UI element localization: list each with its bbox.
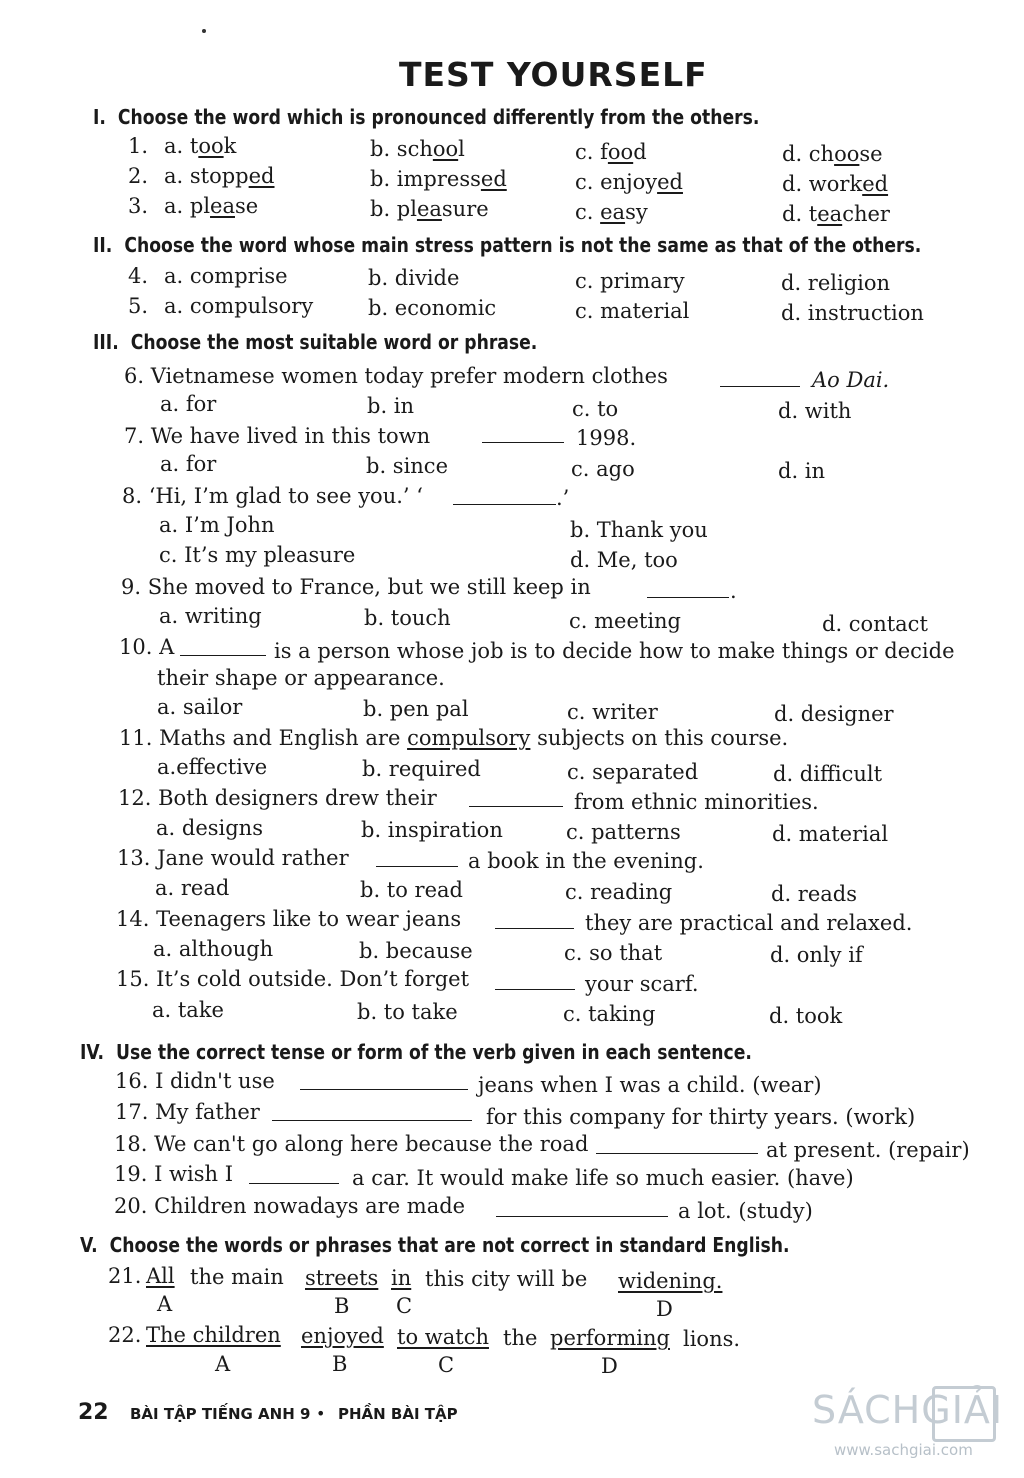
- q7-option-d: d. in: [778, 459, 826, 483]
- q4-option-a: a. comprise: [164, 264, 288, 288]
- q15-tail: your scarf.: [585, 972, 699, 996]
- q8-answer-blank: [453, 504, 556, 505]
- q15-option-b: b. to take: [357, 1000, 458, 1024]
- q12-option-b: b. inspiration: [361, 818, 503, 842]
- q10-option-d: d. designer: [774, 702, 894, 726]
- q22-part-d: performing: [550, 1326, 670, 1350]
- q6-option-d: d. with: [778, 399, 852, 423]
- q15-option-d: d. took: [769, 1004, 843, 1028]
- q12-option-c: c. patterns: [566, 820, 681, 844]
- q4-option-b: b. divide: [368, 266, 460, 290]
- q9-answer-blank: [647, 597, 729, 598]
- q14-option-b: b. because: [359, 939, 473, 963]
- q9-option-c: c. meeting: [569, 609, 682, 633]
- q21-part-a: All: [146, 1264, 175, 1288]
- q11-option-d: d. difficult: [773, 762, 883, 786]
- q8-option-c: c. It’s my pleasure: [159, 543, 356, 567]
- q22-part-c: to watch: [397, 1325, 489, 1349]
- q15-stem: 15. It’s cold outside. Don’t forget: [116, 967, 470, 991]
- q20-answer-blank: [496, 1216, 668, 1217]
- q16-stem: 16. I didn't use: [115, 1069, 275, 1093]
- q17-answer-blank: [272, 1120, 472, 1121]
- q12-answer-blank: [469, 806, 563, 807]
- q10-stem: 10. A: [119, 635, 175, 659]
- q15-option-c: c. taking: [563, 1002, 656, 1026]
- q9-stem: 9. She moved to France, but we still keep in: [121, 575, 591, 599]
- q19-stem: 19. I wish I: [114, 1162, 234, 1186]
- q19-tail: a car. It would make life so much easier. (have): [352, 1166, 854, 1190]
- q4-number: 4.: [128, 264, 149, 288]
- q16-tail: jeans when I was a child. (wear): [478, 1073, 822, 1097]
- q15-answer-blank: [495, 989, 575, 990]
- q5-option-c: c. material: [575, 299, 690, 323]
- q11-option-a: a.effective: [157, 755, 268, 779]
- q22-letter-d: D: [601, 1354, 618, 1378]
- q9-option-d: d. contact: [822, 612, 928, 636]
- q20-stem: 20. Children nowadays are made: [114, 1194, 466, 1218]
- q5-option-d: d. instruction: [781, 301, 924, 325]
- q21-letter-c: C: [396, 1294, 413, 1318]
- q8-option-a: a. I’m John: [159, 513, 275, 537]
- q10-line2: their shape or appearance.: [157, 666, 445, 690]
- q21-number: 21.: [108, 1264, 142, 1288]
- q14-stem: 14. Teenagers like to wear jeans: [116, 907, 462, 931]
- q2-option-b: b. impressed: [370, 167, 507, 191]
- q7-option-a: a. for: [160, 452, 217, 476]
- q6-answer-blank: [720, 386, 800, 387]
- q18-tail: at present. (repair): [766, 1138, 970, 1162]
- q11-option-b: b. required: [362, 757, 481, 781]
- q22-letter-b: B: [332, 1352, 348, 1376]
- q3-number: 3.: [128, 194, 149, 218]
- q2-number: 2.: [128, 164, 149, 188]
- q10-tail: is a person whose job is to decide how to make things or decide: [274, 639, 955, 663]
- q10-answer-blank: [180, 655, 266, 656]
- q9-option-a: a. writing: [159, 604, 262, 628]
- q3-option-d: d. teacher: [782, 202, 890, 226]
- q6-stem: 6. Vietnamese women today prefer modern clothes: [124, 364, 668, 388]
- q10-option-a: a. sailor: [157, 695, 243, 719]
- q4-option-d: d. religion: [781, 271, 891, 295]
- q7-option-c: c. ago: [571, 457, 635, 481]
- q4-option-c: c. primary: [575, 269, 685, 293]
- q8-option-b: b. Thank you: [570, 518, 708, 542]
- book-part: PHẦN BÀI TẬP: [338, 1405, 458, 1423]
- q12-tail: from ethnic minorities.: [574, 790, 819, 814]
- q12-option-d: d. material: [772, 822, 889, 846]
- q1-option-a: a. took: [164, 134, 237, 158]
- page-number: 22: [78, 1400, 109, 1425]
- q13-tail: a book in the evening.: [468, 849, 704, 873]
- q2-option-d: d. worked: [782, 172, 889, 196]
- q12-stem: 12. Both designers drew their: [118, 786, 437, 810]
- q1-number: 1.: [128, 134, 149, 158]
- q20-tail: a lot. (study): [678, 1199, 813, 1223]
- q8-tail: .’: [556, 486, 570, 510]
- q14-option-c: c. so that: [564, 941, 663, 965]
- q6-option-b: b. in: [367, 394, 415, 418]
- q13-option-a: a. read: [155, 876, 230, 900]
- q7-answer-blank: [482, 442, 564, 443]
- page-title: TEST YOURSELF: [399, 55, 708, 94]
- q10-option-b: b. pen pal: [363, 697, 469, 721]
- q13-stem: 13. Jane would rather: [117, 846, 349, 870]
- q1-option-b: b. school: [370, 137, 465, 161]
- q5-option-b: b. economic: [368, 296, 497, 320]
- q22-letter-a: A: [215, 1352, 231, 1376]
- section-1-heading: I. Choose the word which is pronounced differently from the others.: [93, 105, 760, 129]
- section-5-heading: V. Choose the words or phrases that are not correct in standard English.: [80, 1233, 790, 1257]
- q18-answer-blank: [596, 1153, 758, 1154]
- q18-stem: 18. We can't go along here because the road: [114, 1132, 589, 1156]
- footer-separator: •: [316, 1404, 326, 1423]
- q22-text-2: lions.: [683, 1327, 741, 1351]
- q22-letter-c: C: [438, 1353, 455, 1377]
- q21-letter-a: A: [157, 1292, 173, 1316]
- q11-option-c: c. separated: [567, 760, 699, 784]
- section-2-heading: II. Choose the word whose main stress pattern is not the same as that of the others.: [93, 233, 922, 257]
- q1-option-c: c. food: [575, 140, 647, 164]
- q15-option-a: a. take: [152, 998, 224, 1022]
- q21-letter-d: D: [656, 1297, 673, 1321]
- q22-text-1: the: [503, 1326, 538, 1350]
- q6-tail: Ao Dai.: [812, 368, 890, 392]
- q17-stem: 17. My father: [115, 1100, 260, 1124]
- ink-speck: [202, 29, 206, 33]
- section-4-heading: IV. Use the correct tense or form of the verb given in each sentence.: [80, 1040, 752, 1064]
- q5-option-a: a. compulsory: [164, 294, 314, 318]
- q13-option-b: b. to read: [360, 878, 463, 902]
- q14-tail: they are practical and relaxed.: [585, 911, 913, 935]
- watermark-url: www.sachgiai.com: [834, 1441, 973, 1459]
- q6-option-c: c. to: [572, 397, 619, 421]
- q7-option-b: b. since: [366, 454, 449, 478]
- q22-part-b: enjoyed: [301, 1324, 384, 1348]
- q17-tail: for this company for thirty years. (work): [486, 1105, 916, 1129]
- q11-stem: 11. Maths and English are compulsory subjects on this course.: [119, 726, 789, 750]
- q9-option-b: b. touch: [364, 606, 451, 630]
- q1-option-d: d. choose: [782, 142, 883, 166]
- q22-number: 22.: [108, 1323, 142, 1347]
- q21-part-d: widening.: [618, 1269, 723, 1293]
- q21-part-c: in: [391, 1266, 412, 1290]
- q5-number: 5.: [128, 294, 149, 318]
- watermark-logo: SÁCHGIẢI: [812, 1388, 1004, 1432]
- q2-option-c: c. enjoyed: [575, 170, 683, 194]
- q7-stem: 7. We have lived in this town: [124, 424, 431, 448]
- q7-tail: 1998.: [576, 426, 637, 450]
- q16-answer-blank: [300, 1089, 468, 1090]
- q13-option-d: d. reads: [771, 882, 857, 906]
- q19-answer-blank: [249, 1183, 339, 1184]
- q8-stem: 8. ‘Hi, I’m glad to see you.’ ‘: [122, 484, 423, 508]
- q21-text-2: this city will be: [425, 1267, 588, 1291]
- q3-option-a: a. please: [164, 194, 259, 218]
- q14-option-a: a. although: [153, 937, 274, 961]
- q13-option-c: c. reading: [565, 880, 673, 904]
- q13-answer-blank: [376, 866, 458, 867]
- q3-option-b: b. pleasure: [370, 197, 489, 221]
- q22-part-a: The children: [146, 1323, 281, 1347]
- section-3-heading: III. Choose the most suitable word or phrase.: [93, 330, 538, 354]
- q14-answer-blank: [495, 928, 574, 929]
- q10-option-c: c. writer: [567, 700, 658, 724]
- q8-option-d: d. Me, too: [570, 548, 678, 572]
- q14-option-d: d. only if: [770, 943, 863, 967]
- q9-tail: .: [730, 579, 737, 603]
- q2-option-a: a. stopped: [164, 164, 275, 188]
- q21-letter-b: B: [334, 1294, 350, 1318]
- q21-part-b: streets: [305, 1266, 379, 1290]
- q3-option-c: c. easy: [575, 200, 648, 224]
- book-title: BÀI TẬP TIẾNG ANH 9: [130, 1405, 311, 1423]
- q21-text-1: the main: [190, 1265, 284, 1289]
- q6-option-a: a. for: [160, 392, 217, 416]
- q12-option-a: a. designs: [156, 816, 263, 840]
